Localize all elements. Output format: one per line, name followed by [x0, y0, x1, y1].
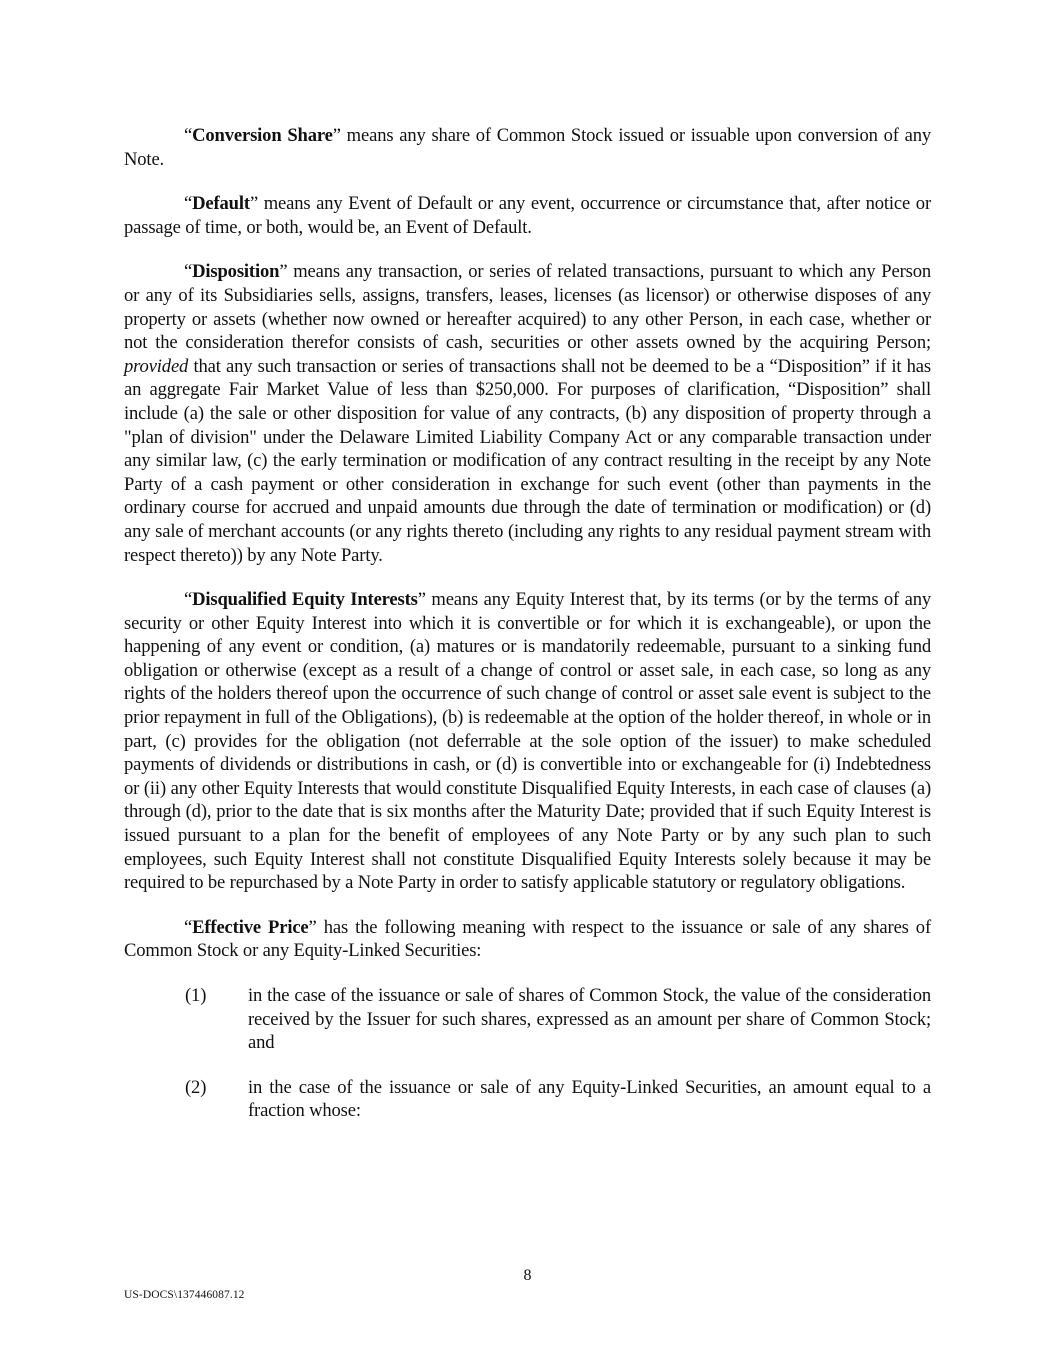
- page-number: 8: [523, 1267, 532, 1284]
- list-text: in the case of the issuance or sale of shares of Common Stock, the value of the consideration received by the Issuer for such shares, expressed as an amount per share of Common Stock; and: [248, 985, 931, 1054]
- defined-term: Default: [192, 193, 250, 215]
- definition-body: means any Event of Default or any event, occurrence or circumstance that, after notice or passage of time, or both, would be, an Event of Default.: [124, 193, 931, 238]
- definition-conversion-share: [124, 124, 931, 171]
- definition-disqualified-equity-interests: [124, 588, 931, 895]
- open-quote: “: [184, 193, 193, 215]
- close-quote: ”: [332, 125, 341, 146]
- definition-default: [124, 192, 931, 239]
- close-quote: ”: [417, 589, 426, 611]
- close-quote: ”: [249, 193, 259, 215]
- definition-body: means any share of Common Stock issued or issuable upon conversion of any Note.: [124, 125, 932, 170]
- document-page: [124, 124, 931, 1144]
- definition-body: means any Equity Interest that, by its terms (or by the terms of any security or other Equity Interest into which it is convertible or for which it is exchangeable), or upon the happening of any event or condition, (a) matures or is mandatorily redeemable, pursuant to a sinking fund obligation or otherwise (except as a result of a change of control or asset sale, in each case, so long as any rights of the holders thereof upon the occurrence of such change of control or asset sale event is subject to the prior repayment in full of the Obligations), (b) is redeemable at the option of the holder thereof, in whole or in part, (c) provides for the obligation (not deferrable at the sole option of the issuer) to make scheduled payments of dividends or distributions in cash, or (d) is convertible into or exchangeable for (i) Indebtedness or (ii) any other Equity Interests that would constitute Disqualified Equity Interests, in each case of clauses (a) through (d), prior to the date that is six months after the Maturity Date; provided that if such Equity Interest is issued pursuant to a plan for the benefit of employees of any Note Party or by any such plan to such employees, such Equity Interest shall not constitute Disqualified Equity Interests solely because it may be required to be repurchased by a Note Party in order to satisfy applicable statutory or regulatory obligations.: [124, 589, 932, 894]
- defined-term: Effective Price: [192, 916, 309, 938]
- definition-body: means any transaction, or series of related transactions, pursuant to which any Person or any of its Subsidiaries sells, assigns, transfers, leases, licenses (as licensor) or otherwise disposes of any property or assets (whether now owned or hereafter acquired) to any other Person, in each case, whether or not the consideration therefor consists of cash, securities or other assets owned by the acquiring Person;: [124, 261, 931, 354]
- list-text: in the case of the issuance or sale of any Equity-Linked Securities, an amount equal to a fraction whose:: [248, 1076, 931, 1122]
- document-id: US-DOCS\137446087.12: [124, 1289, 245, 1301]
- list-number: (1): [185, 985, 207, 1006]
- effective-price-item-1: [124, 984, 931, 1055]
- open-quote: “: [184, 916, 193, 938]
- defined-term: Conversion Share: [192, 125, 333, 146]
- effective-price-item-2: [124, 1076, 931, 1123]
- close-quote: ”: [279, 261, 288, 283]
- open-quote: “: [184, 125, 193, 146]
- definition-disposition: [124, 260, 931, 567]
- defined-term: Disqualified Equity Interests: [192, 589, 418, 611]
- definition-body: has the following meaning with respect to the issuance or sale of any shares of Common Stock or any Equity-Linked Securities:: [124, 916, 931, 962]
- italic-proviso: provided: [124, 355, 189, 377]
- list-number: (2): [185, 1076, 207, 1098]
- open-quote: “: [184, 589, 193, 611]
- definition-effective-price: [124, 916, 931, 963]
- open-quote: “: [184, 261, 193, 283]
- close-quote: ”: [308, 916, 317, 938]
- defined-term: Disposition: [192, 261, 280, 283]
- definition-body-continued: that any such transaction or series of transactions shall not be deemed to be a “Disposition” if it has an aggregate Fair Market Value of less than $250,000. For purposes of clarification, “Disposition” shall include (a) the sale or other disposition for value of any contracts, (b) any disposition of property through a "plan of division" under the Delaware Limited Liability Company Act or any comparable transaction under any similar law, (c) the early termination or modification of any contract resulting in the receipt by any Note Party of a cash payment or other consideration in exchange for such event (other than payments in the ordinary course for accrued and unpaid amounts due through the date of termination or modification) or (d) any sale of merchant accounts (or any rights thereto (including any rights to any residual payment stream with respect thereto)) by any Note Party.: [124, 355, 931, 566]
